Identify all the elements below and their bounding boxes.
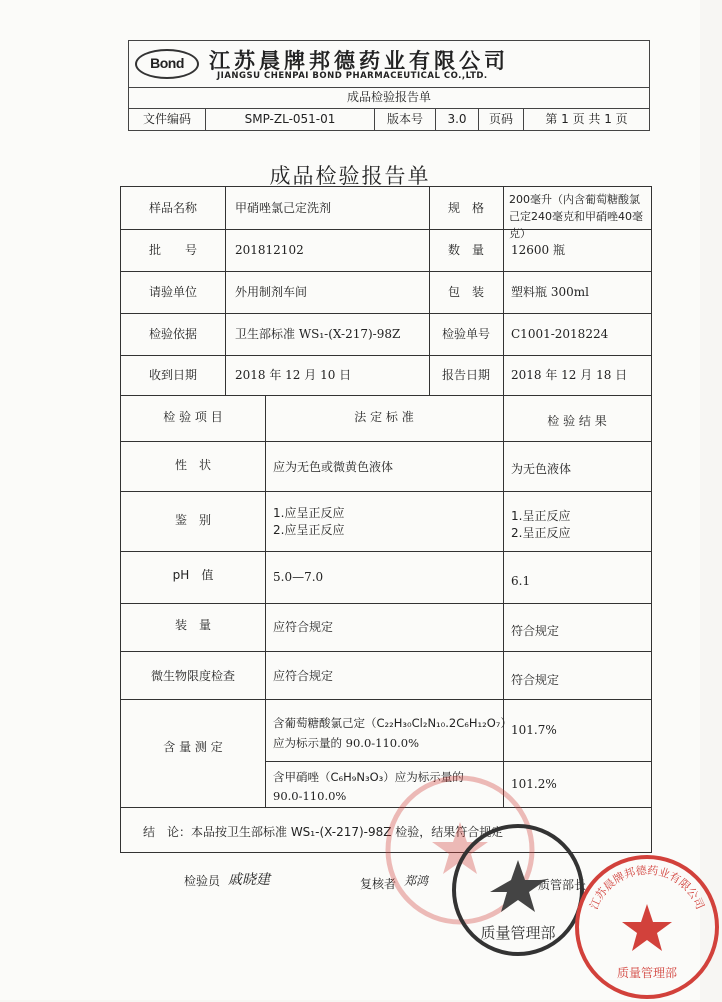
test-result: 符合规定 (511, 673, 560, 687)
package-label: 包 装 (447, 285, 484, 299)
received-date: 2018 年 12 月 10 日 (235, 368, 352, 382)
qa-seal-text: 质量管理部 (480, 924, 556, 942)
report-date: 2018 年 12 月 18 日 (511, 368, 628, 382)
company-seal-text: 江苏晨牌邦德药业有限公司 (587, 863, 707, 912)
test-item: 鉴 别 (174, 513, 211, 527)
test-result: 1.呈正反应 (511, 509, 571, 523)
test-standard: 应符合规定 (273, 620, 334, 634)
doc-meta-row (128, 108, 650, 131)
content-standard-a: 含葡萄糖酸氯己定（C₂₂H₃₀Cl₂N₁₀.2C₆H₁₂O₇） (273, 716, 512, 730)
company-name-cn: 江苏晨牌邦德药业有限公司 (209, 49, 509, 73)
company-seal-subtext: 质量管理部 (616, 966, 678, 980)
batch-number: 201812102 (235, 243, 304, 257)
test-standard: 5.0—7.0 (273, 570, 324, 584)
col-header-standard: 法 定 标 准 (354, 410, 414, 424)
quantity-label: 数 量 (447, 243, 484, 257)
spec-label: 规 格 (447, 201, 484, 215)
doc-subtitle: 成品检验报告单 (128, 86, 650, 109)
content-standard-b: 90.0-110.0% (273, 789, 347, 803)
test-item: 微生物限度检查 (150, 669, 235, 683)
test-standard: 应为无色或微黄色液体 (273, 460, 394, 474)
test-standard: 1.应呈正反应 (273, 506, 345, 520)
applicant: 外用制剂车间 (235, 285, 308, 299)
company-seal (572, 852, 722, 1002)
company-logo: Bond (135, 49, 199, 79)
inspector-label: 检验员 (184, 874, 221, 888)
qa-seal (448, 820, 588, 960)
letterhead (128, 40, 650, 88)
test-result: 为无色液体 (511, 462, 572, 476)
basis-label: 检验依据 (148, 327, 197, 341)
page-number: 第 1 页 共 1 页 (545, 112, 628, 126)
reviewer-label: 复核者 (360, 877, 397, 891)
test-standard: 应符合规定 (273, 669, 334, 683)
content-result-a: 101.7% (511, 723, 557, 737)
version-label: 版本号 (375, 108, 436, 130)
file-no-label: 文件编码 (129, 108, 206, 130)
received-date-label: 收到日期 (148, 368, 197, 382)
quantity: 12600 瓶 (511, 243, 565, 257)
sample-name: 甲硝唑氯己定洗剂 (235, 201, 332, 215)
report-table (120, 186, 652, 853)
test-item: 装 量 (174, 618, 211, 632)
company-name-en: JIANGSU CHENPAI BOND PHARMACEUTICAL CO.,LTD. (217, 71, 488, 81)
test-item: pH 值 (172, 568, 214, 582)
col-header-result: 检 验 结 果 (547, 414, 607, 428)
inspector-signature: 戚晓建 (228, 872, 270, 888)
applicant-label: 请验单位 (148, 285, 197, 299)
sample-name-label: 样品名称 (148, 201, 197, 215)
file-no: SMP-ZL-051-01 (206, 108, 375, 130)
test-result: 2.呈正反应 (511, 526, 571, 540)
test-standard: 2.应呈正反应 (273, 523, 345, 537)
page-title: 成品检验报告单 (269, 164, 431, 188)
basis: 卫生部标准 WS₁-(X-217)-98Z (235, 327, 401, 341)
test-item: 性 状 (174, 458, 211, 472)
test-result: 6.1 (511, 574, 531, 588)
page-label: 页码 (479, 108, 524, 130)
content-item: 含 量 测 定 (163, 740, 223, 754)
report-no: C1001-2018224 (511, 327, 609, 341)
batch-label: 批 号 (148, 243, 197, 257)
spec: 200毫升（内含葡萄糖酸氯己定240毫克和甲硝唑40毫克） (509, 193, 643, 240)
report-no-label: 检验单号 (441, 327, 490, 341)
version: 3.0 (436, 108, 479, 130)
content-standard-a: 应为标示量的 90.0-110.0% (273, 736, 419, 750)
content-standard-b: 含甲硝唑（C₆H₉N₃O₃）应为标示量的 (273, 770, 464, 784)
reviewer-signature: 郑鸿 (404, 874, 429, 888)
content-result-b: 101.2% (511, 777, 557, 791)
qa-head-label: 质管部长 (538, 878, 587, 892)
report-date-label: 报告日期 (441, 368, 490, 382)
conclusion: 结 论：本品按卫生部标准 WS₁-(X-217)-98Z 检验，结果符合规定 (143, 825, 504, 839)
test-result: 符合规定 (511, 624, 560, 638)
col-header-item: 检 验 项 目 (163, 410, 223, 424)
package: 塑料瓶 300ml (511, 285, 589, 299)
